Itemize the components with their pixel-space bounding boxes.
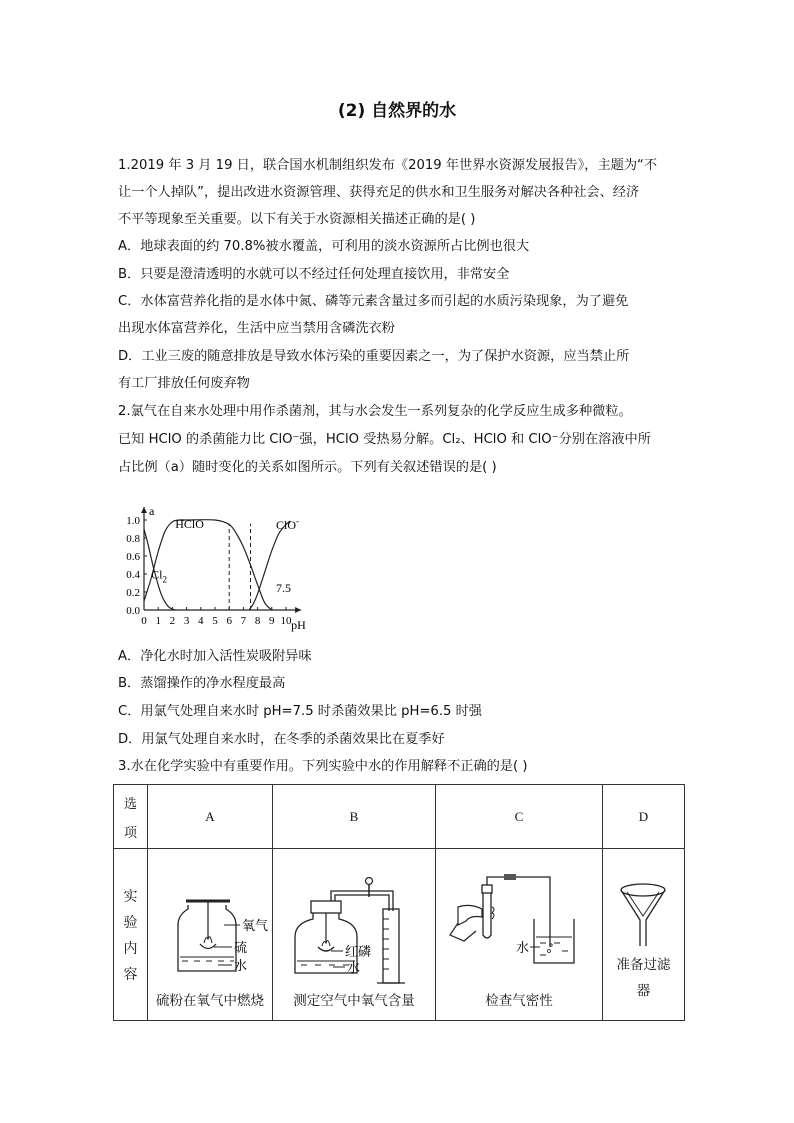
experiment-c-cell (436, 849, 603, 1021)
page-title: (2) 自然界的水 (337, 101, 457, 121)
y-axis-label: a (149, 504, 155, 518)
x-tick-label: 3 (183, 615, 190, 627)
label-water-a: 水 (234, 958, 248, 974)
caption-d (603, 952, 684, 1004)
label-sulfur: 硫 (234, 940, 248, 956)
q2-option-a: A．净化水时加入活性炭吸附异味 (118, 649, 312, 664)
series-label-hclo: HClO (175, 517, 204, 532)
series-label-clo: ClO- (276, 516, 300, 532)
x-tick-label: 1 (155, 615, 161, 627)
q2-option-d: D．用氯气处理自来水时，在冬季的杀菌效果比在夏季好 (118, 732, 445, 747)
q1-option-a: A．地球表面的约 70.8%被水覆盖，可利用的淡水资源所占比例也很大 (118, 239, 530, 254)
row-label-char-3: 内 (123, 940, 138, 957)
chart-labels (151, 516, 299, 595)
header-label-char-1: 选 (123, 796, 137, 812)
filter-funnel-apparatus (603, 866, 684, 948)
q1-option-c-line-2: 出现水体富营养化，生活中应当禁用含磷洗衣粉 (118, 321, 395, 336)
series-line-clo (249, 521, 290, 610)
airtightness-check-apparatus (436, 861, 602, 979)
caption-d-line-2: 器 (636, 982, 651, 999)
y-tick-label: 0.4 (126, 569, 140, 581)
header-label-char-2: 项 (123, 825, 137, 841)
label-water-b: 水 (347, 960, 361, 976)
row-label-char-2: 验 (123, 914, 138, 931)
experiment-d-cell (603, 849, 685, 1021)
x-tick-label: 5 (212, 615, 218, 627)
row-label-cell (114, 849, 148, 1021)
y-tick-label: 0.2 (126, 587, 140, 599)
x-tick-label: 6 (226, 615, 232, 627)
x-axis-label: pH (291, 618, 306, 632)
q2-stem-line-3: 占比例（a）随时变化的关系如图所示。下列有关叙述错误的是( ) (118, 460, 497, 475)
y-tick-label: 1.0 (126, 515, 140, 527)
annotation-7-5: 7.5 (276, 581, 292, 595)
x-tick-label: 4 (198, 615, 204, 627)
x-tick-label: 10 (280, 615, 292, 627)
label-oxygen: 氧气 (242, 918, 269, 934)
x-tick-label: 8 (254, 615, 261, 627)
q1-option-d-line-2: 有工厂排放任何废弃物 (118, 376, 250, 391)
q2-stem-line-1: 2.氯气在自来水处理中用作杀菌剂，其与水会发生一系列复杂的化学反应生成多种微粒。 (118, 404, 632, 419)
y-tick-label: 0.6 (126, 551, 140, 563)
series-line-hclo (144, 520, 272, 610)
caption-a: 硫粉在氧气中燃烧 (156, 992, 264, 1009)
label-water-c: 水 (516, 940, 530, 956)
q3-table (113, 784, 685, 1021)
y-tick-label: 0.8 (126, 533, 140, 545)
q1-stem-line-3: 不平等现象至关重要。以下有关于水资源相关描述正确的是( ) (118, 212, 476, 227)
q1-option-b: B．只要是澄清透明的水就可以不经过任何处理直接饮用，非常安全 (118, 267, 510, 282)
caption-c: 检查气密性 (485, 992, 553, 1009)
caption-b: 测定空气中氧气含量 (293, 992, 415, 1009)
column-b-header: B (273, 785, 436, 849)
column-d-header: D (603, 785, 685, 849)
x-tick-label: 0 (141, 615, 147, 627)
q1-option-d-line-1: D．工业三废的随意排放是导致水体污染的重要因素之一，为了保护水资源，应当禁止所 (118, 349, 630, 364)
experiment-a-cell (148, 849, 273, 1021)
chart-series (144, 520, 290, 610)
species-fraction-chart (118, 487, 328, 633)
column-c-header: C (436, 785, 603, 849)
experiment-b-cell (273, 849, 436, 1021)
header-label-cell (114, 785, 148, 849)
q1-option-c-line-1: C．水体富营养化指的是水体中氮、磷等元素含量过多而引起的水质污染现象，为了避免 (118, 294, 629, 309)
row-label-char-4: 容 (123, 966, 138, 983)
q1-stem-line-1: 1.2019 年 3 月 19 日，联合国水机制组织发布《2019 年世界水资源发展报告》，主题为“不 (118, 158, 658, 173)
q2-option-b: B．蒸馏操作的净水程度最高 (118, 676, 286, 691)
column-a-header: A (148, 785, 273, 849)
x-tick-label: 7 (240, 615, 247, 627)
q3-stem: 3.水在化学实验中有重要作用。下列实验中水的作用解释不正确的是( ) (118, 759, 528, 774)
q2-stem-line-2: 已知 HClO 的杀菌能力比 ClO⁻强，HClO 受热易分解。Cl₂、HClO 和 ClO⁻分别在溶液中所 (118, 432, 651, 447)
series-label-cl2: $Cl_2$ (151, 567, 167, 585)
x-tick-label: 9 (269, 615, 275, 627)
row-label-char-1: 实 (123, 888, 138, 905)
q2-option-c: C．用氯气处理自来水时 pH=7.5 时杀菌效果比 pH=6.5 时强 (118, 704, 482, 719)
caption-d-line-1: 准备过滤 (616, 956, 671, 973)
label-red-phosphorus: 红磷 (345, 944, 372, 960)
x-tick-label: 2 (169, 615, 176, 627)
y-axis-arrow (141, 507, 147, 513)
x-axis-arrow (295, 607, 301, 613)
q1-stem-line-2: 让一个人掉队”，提出改进水资源管理、获得充足的供水和卫生服务对解决各种社会、经济 (118, 185, 640, 200)
sulfur-combustion-apparatus (148, 861, 272, 989)
y-tick-label: 0.0 (126, 605, 140, 617)
oxygen-measurement-apparatus (273, 861, 435, 989)
